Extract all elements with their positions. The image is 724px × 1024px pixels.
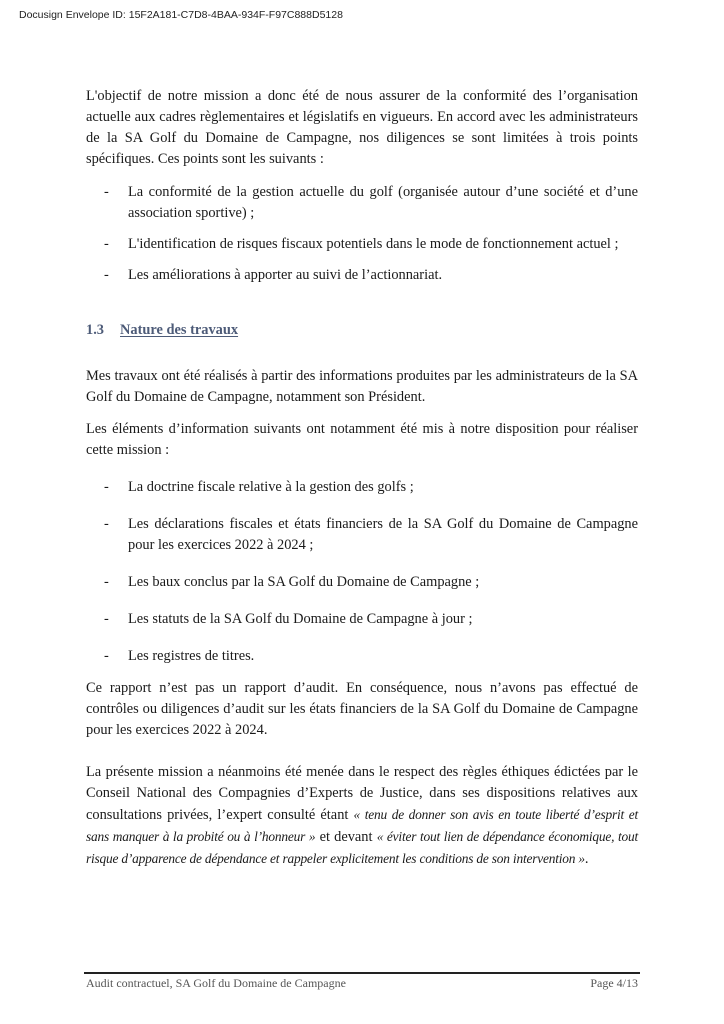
list-item-text: La doctrine fiscale relative à la gestion des golfs ; [128, 479, 414, 495]
list-item [86, 514, 638, 556]
section-heading [86, 320, 638, 341]
footer-divider [84, 972, 640, 974]
intro-paragraph: L'objectif de notre mission a donc été de nous assurer de la conformité des l’organisation actuelle aux cadres règlementaires et législatifs en vigueurs. En accord avec les administrateurs de la SA Golf du Domaine de Campagne, nos diligences se sont limitées à trois points spécifiques. Ces points sont les suivants : [86, 88, 638, 167]
list-item-text: L'identification de risques fiscaux potentiels dans le mode de fonctionnement actuel ; [128, 236, 619, 252]
ethics-text-3: . [584, 851, 589, 867]
list-item [86, 646, 638, 667]
list-item-text: Les statuts de la SA Golf du Domaine de Campagne à jour ; [128, 611, 473, 627]
dash-bullet: - [104, 236, 109, 252]
dash-bullet: - [104, 479, 109, 495]
list-item-text: Les registres de titres. [128, 648, 255, 664]
ethics-paragraph [86, 762, 638, 870]
dash-bullet: - [104, 611, 109, 627]
section-title: Nature des travaux [120, 322, 239, 338]
dash-bullet: - [104, 648, 109, 664]
list-item [86, 265, 638, 286]
page-body [86, 86, 638, 870]
list-item [86, 477, 638, 498]
list-item [86, 234, 638, 255]
list-item-text: Les déclarations fiscales et états financiers de la SA Golf du Domaine de Campagne pour les exercices 2022 à 2024 ; [128, 516, 638, 553]
dash-bullet: - [104, 184, 109, 200]
dash-bullet: - [104, 516, 109, 532]
footer-page-number: Page 4/13 [590, 976, 638, 990]
elements-paragraph: Les éléments d’information suivants ont notamment été mis à notre disposition pour réaliser cette mission : [86, 421, 638, 458]
audit-disclaimer-paragraph: Ce rapport n’est pas un rapport d’audit. En conséquence, nous n’avons pas effectué de contrôles ou diligences d’audit sur les états financiers de la SA Golf du Domaine de Campagne pour les exercices 2022 à 2024. [86, 680, 638, 738]
ethics-quote-1: « tenu de donner son avis en toute liberté d’esprit et sans manquer à la probité ou à l’honneur » [86, 807, 638, 844]
footer-document-title: Audit contractuel, SA Golf du Domaine de Campagne [86, 976, 346, 990]
ethics-text-2: et devant [315, 829, 377, 845]
list-item-text: La conformité de la gestion actuelle du golf (organisée autour d’une société et d’une association sportive) ; [128, 184, 638, 221]
dash-bullet: - [104, 267, 109, 283]
list-item [86, 182, 638, 224]
dash-bullet: - [104, 574, 109, 590]
documents-list [86, 477, 638, 667]
list-item [86, 609, 638, 630]
ethics-quote-2: « éviter tout lien de dépendance économique, tout risque d’apparence de dépendance et rappeler explicitement les conditions de son intervention » [86, 829, 638, 866]
list-item [86, 572, 638, 593]
ethics-text-1: La présente mission a néanmoins été menée dans le respect des règles éthiques édictées par le Conseil National des Compagnies d’Experts de Justice, dans ses dispositions relatives aux consultations privées, l’expert consulté étant [86, 764, 638, 823]
list-item-text: Les baux conclus par la SA Golf du Domaine de Campagne ; [128, 574, 480, 590]
mission-points-list [86, 182, 638, 286]
docusign-envelope-id: Docusign Envelope ID: 15F2A181-C7D8-4BAA-934F-F97C888D5128 [19, 9, 343, 21]
section-number: 1.3 [86, 322, 104, 338]
list-item-text: Les améliorations à apporter au suivi de l’actionnariat. [128, 267, 443, 283]
travaux-paragraph: Mes travaux ont été réalisés à partir des informations produites par les administrateurs de la SA Golf du Domaine de Campagne, notamment son Président. [86, 368, 638, 405]
